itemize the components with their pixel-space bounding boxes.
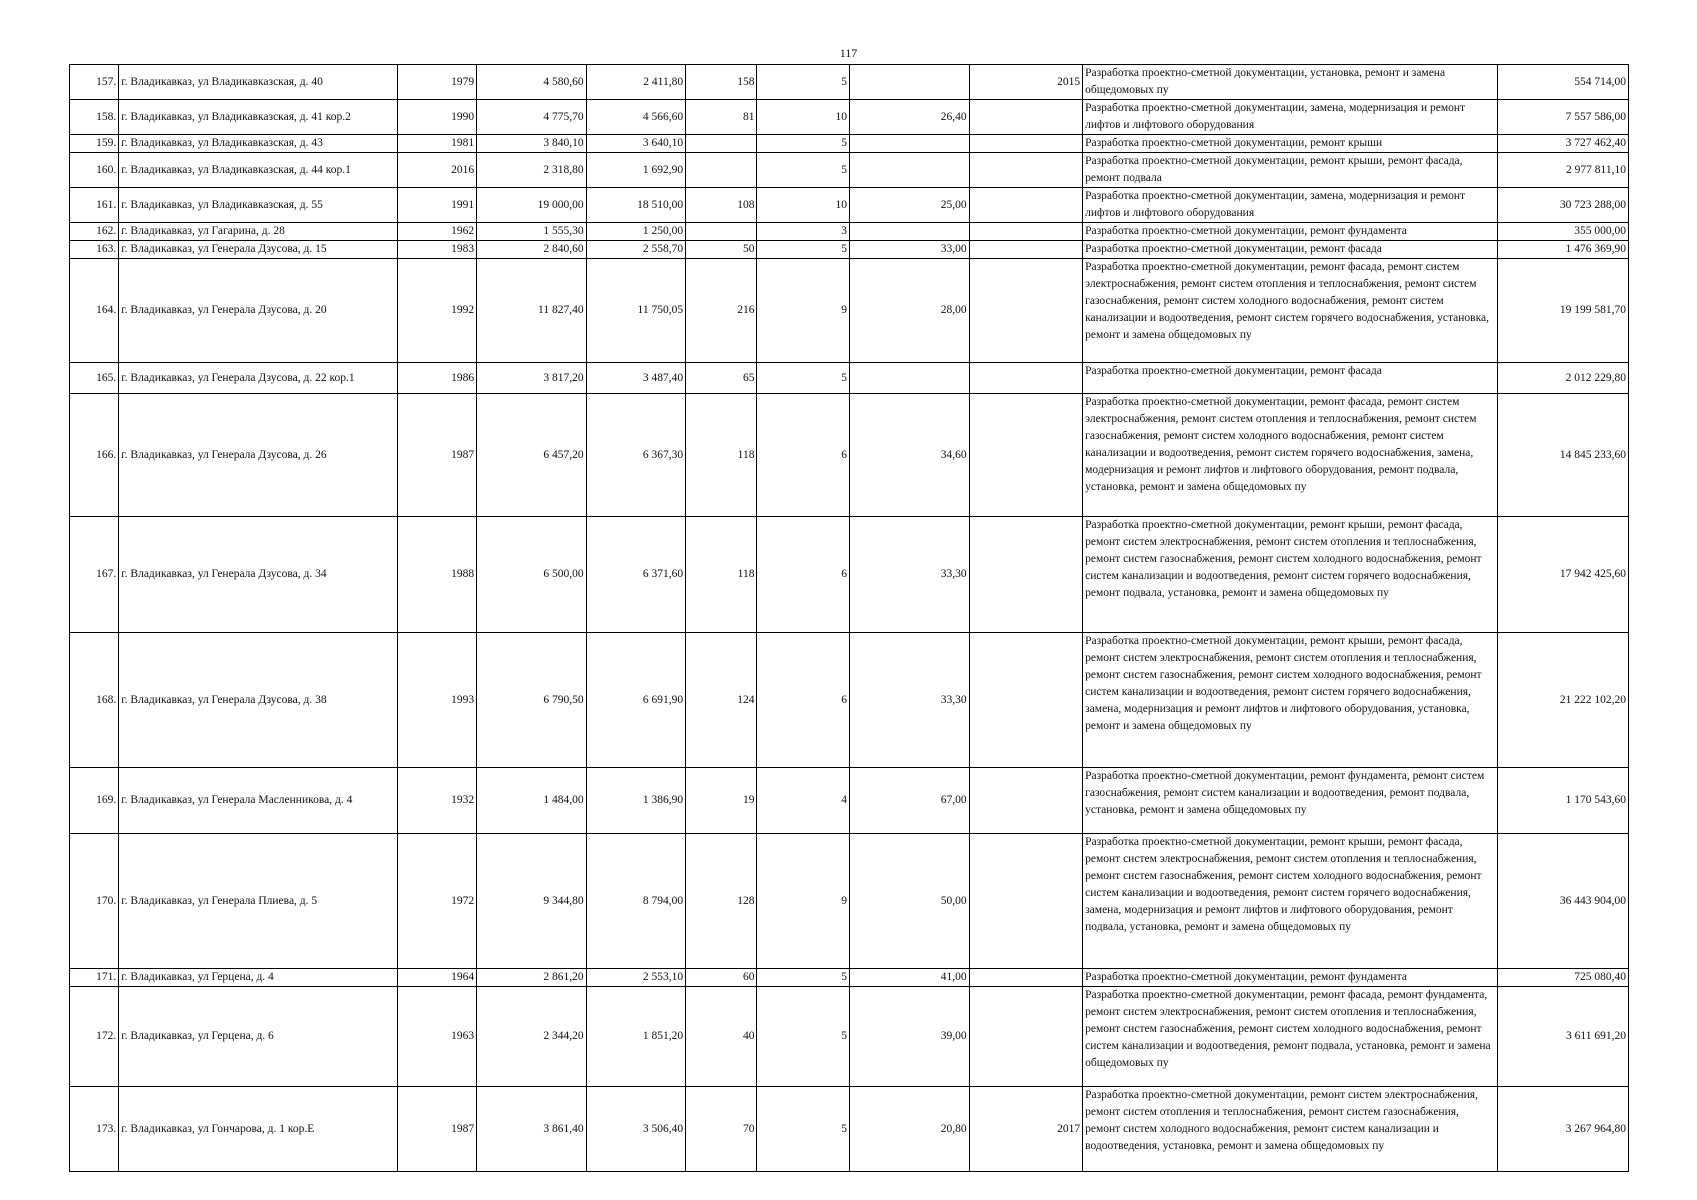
living-area-cell: 11 750,05 [586,259,686,363]
cost-cell: 355 000,00 [1498,223,1629,241]
row-number: 168. [70,633,119,768]
table-row [70,188,1629,223]
total-area-cell: 1 484,00 [477,768,587,834]
residents-cell: 118 [686,394,757,517]
total-area-cell: 3 817,20 [477,363,587,394]
residents-cell: 81 [686,100,757,135]
row-number: 169. [70,768,119,834]
wear-percent-cell: 20,80 [849,1087,969,1172]
total-area-cell: 4 775,70 [477,100,587,135]
wear-percent-cell [849,153,969,188]
table-row [70,241,1629,259]
address-cell: г. Владикавказ, ул Владикавказская, д. 41 кор.2 [119,100,397,135]
completion-year-cell [969,241,1083,259]
cost-cell: 2 977 811,10 [1498,153,1629,188]
address-cell: г. Владикавказ, ул Герцена, д. 4 [119,969,397,987]
year-built-cell: 1992 [397,259,476,363]
residents-cell: 60 [686,969,757,987]
year-built-cell: 1991 [397,188,476,223]
cost-cell: 3 611 691,20 [1498,987,1629,1087]
living-area-cell: 8 794,00 [586,834,686,969]
works-description-cell: Разработка проектно-сметной документации, ремонт крыши, ремонт фасада, ремонт систем электроснабжения, ремонт систем отопления и теплоснабжения, ремонт систем газоснабжения, ремонт систем холодного водоснабжения, ремонт систем канализации и водоотведения, ремонт систем горячего водоснабжения, ремонт подвала, установка, ремонт и замена общедомовых пу [1083,517,1498,633]
row-number: 164. [70,259,119,363]
total-area-cell: 2 861,20 [477,969,587,987]
address-cell: г. Владикавказ, ул Генерала Дзусова, д. 20 [119,259,397,363]
living-area-cell: 4 566,60 [586,100,686,135]
works-description-cell: Разработка проектно-сметной документации, ремонт крыши [1083,135,1498,153]
table-row [70,834,1629,969]
completion-year-cell [969,100,1083,135]
address-cell: г. Владикавказ, ул Генерала Масленникова, д. 4 [119,768,397,834]
table-row [70,259,1629,363]
wear-percent-cell [849,135,969,153]
floors-cell: 6 [757,394,849,517]
floors-cell: 5 [757,987,849,1087]
residents-cell: 40 [686,987,757,1087]
floors-cell: 5 [757,241,849,259]
total-area-cell: 6 500,00 [477,517,587,633]
total-area-cell: 19 000,00 [477,188,587,223]
works-description-cell: Разработка проектно-сметной документации, ремонт фасада [1083,241,1498,259]
year-built-cell: 1962 [397,223,476,241]
works-description-cell: Разработка проектно-сметной документации, ремонт фундамента, ремонт систем газоснабжения, ремонт систем канализации и водоотведения, ремонт подвала, установка, ремонт и замена общедомовых пу [1083,768,1498,834]
table-row [70,65,1629,100]
row-number: 170. [70,834,119,969]
table-row [70,223,1629,241]
floors-cell: 5 [757,969,849,987]
table-row [70,633,1629,768]
total-area-cell: 2 840,60 [477,241,587,259]
row-number: 157. [70,65,119,100]
address-cell: г. Владикавказ, ул Генерала Дзусова, д. 26 [119,394,397,517]
cost-cell: 21 222 102,20 [1498,633,1629,768]
works-description-cell: Разработка проектно-сметной документации, ремонт крыши, ремонт фасада, ремонт подвала [1083,153,1498,188]
living-area-cell: 3 487,40 [586,363,686,394]
row-number: 160. [70,153,119,188]
total-area-cell: 6 457,20 [477,394,587,517]
cost-cell: 36 443 904,00 [1498,834,1629,969]
table-row [70,394,1629,517]
works-description-cell: Разработка проектно-сметной документации, ремонт фасада, ремонт систем электроснабжения, ремонт систем отопления и теплоснабжения, ремонт систем газоснабжения, ремонт систем холодного водоснабжения, ремонт систем канализации и водоотведения, ремонт систем горячего водоснабжения, замена, модернизация и ремонт лифтов и лифтового оборудования, ремонт подвала, установка, ремонт и замена общедомовых пу [1083,394,1498,517]
residents-cell: 158 [686,65,757,100]
cost-cell: 554 714,00 [1498,65,1629,100]
living-area-cell: 6 371,60 [586,517,686,633]
living-area-cell: 3 640,10 [586,135,686,153]
living-area-cell: 3 506,40 [586,1087,686,1172]
completion-year-cell [969,394,1083,517]
cost-cell: 1 476 369,90 [1498,241,1629,259]
year-built-cell: 1986 [397,363,476,394]
works-description-cell: Разработка проектно-сметной документации, ремонт фундамента [1083,969,1498,987]
row-number: 163. [70,241,119,259]
table-row [70,363,1629,394]
table-row [70,153,1629,188]
year-built-cell: 1987 [397,394,476,517]
floors-cell: 9 [757,259,849,363]
row-number: 158. [70,100,119,135]
address-cell: г. Владикавказ, ул Гончарова, д. 1 кор.Е [119,1087,397,1172]
residents-cell: 65 [686,363,757,394]
living-area-cell: 2 558,70 [586,241,686,259]
cost-cell: 7 557 586,00 [1498,100,1629,135]
total-area-cell: 2 344,20 [477,987,587,1087]
cost-cell: 14 845 233,60 [1498,394,1629,517]
completion-year-cell [969,768,1083,834]
completion-year-cell: 2015 [969,65,1083,100]
address-cell: г. Владикавказ, ул Герцена, д. 6 [119,987,397,1087]
residents-cell: 70 [686,1087,757,1172]
address-cell: г. Владикавказ, ул Владикавказская, д. 44 кор.1 [119,153,397,188]
residents-cell: 50 [686,241,757,259]
wear-percent-cell: 50,00 [849,834,969,969]
residents-cell: 118 [686,517,757,633]
table-row [70,768,1629,834]
residents-cell [686,153,757,188]
table-row [70,517,1629,633]
residents-cell [686,223,757,241]
living-area-cell: 2 553,10 [586,969,686,987]
row-number: 172. [70,987,119,1087]
cost-cell: 3 727 462,40 [1498,135,1629,153]
table-row [70,1087,1629,1172]
living-area-cell: 6 367,30 [586,394,686,517]
works-description-cell: Разработка проектно-сметной документации, установка, ремонт и замена общедомовых пу [1083,65,1498,100]
works-description-cell: Разработка проектно-сметной документации, ремонт фасада, ремонт систем электроснабжения, ремонт систем отопления и теплоснабжения, ремонт систем газоснабжения, ремонт систем холодного водоснабжения, ремонт систем канализации и водоотведения, ремонт систем горячего водоснабжения, установка, ремонт и замена общедомовых пу [1083,259,1498,363]
wear-percent-cell: 39,00 [849,987,969,1087]
completion-year-cell [969,987,1083,1087]
wear-percent-cell [849,363,969,394]
total-area-cell: 1 555,30 [477,223,587,241]
cost-cell: 2 012 229,80 [1498,363,1629,394]
address-cell: г. Владикавказ, ул Генерала Дзусова, д. 22 кор.1 [119,363,397,394]
wear-percent-cell [849,223,969,241]
year-built-cell: 1972 [397,834,476,969]
wear-percent-cell: 34,60 [849,394,969,517]
floors-cell: 5 [757,363,849,394]
wear-percent-cell: 33,00 [849,241,969,259]
wear-percent-cell: 25,00 [849,188,969,223]
works-description-cell: Разработка проектно-сметной документации, ремонт фундамента [1083,223,1498,241]
floors-cell: 5 [757,135,849,153]
year-built-cell: 1988 [397,517,476,633]
total-area-cell: 3 840,10 [477,135,587,153]
year-built-cell: 1981 [397,135,476,153]
total-area-cell: 6 790,50 [477,633,587,768]
year-built-cell: 1932 [397,768,476,834]
living-area-cell: 6 691,90 [586,633,686,768]
completion-year-cell [969,633,1083,768]
table-row [70,135,1629,153]
year-built-cell: 2016 [397,153,476,188]
row-number: 167. [70,517,119,633]
residents-cell: 108 [686,188,757,223]
living-area-cell: 1 851,20 [586,987,686,1087]
year-built-cell: 1983 [397,241,476,259]
floors-cell: 5 [757,153,849,188]
total-area-cell: 9 344,80 [477,834,587,969]
floors-cell: 9 [757,834,849,969]
residents-cell: 124 [686,633,757,768]
wear-percent-cell: 33,30 [849,517,969,633]
address-cell: г. Владикавказ, ул Владикавказская, д. 40 [119,65,397,100]
living-area-cell: 1 692,90 [586,153,686,188]
wear-percent-cell: 41,00 [849,969,969,987]
completion-year-cell [969,517,1083,633]
cost-cell: 17 942 425,60 [1498,517,1629,633]
completion-year-cell [969,135,1083,153]
works-description-cell: Разработка проектно-сметной документации, замена, модернизация и ремонт лифтов и лифтового оборудования [1083,188,1498,223]
row-number: 165. [70,363,119,394]
completion-year-cell [969,259,1083,363]
wear-percent-cell: 28,00 [849,259,969,363]
year-built-cell: 1990 [397,100,476,135]
residents-cell: 19 [686,768,757,834]
total-area-cell: 2 318,80 [477,153,587,188]
table-row [70,100,1629,135]
completion-year-cell [969,363,1083,394]
completion-year-cell: 2017 [969,1087,1083,1172]
completion-year-cell [969,969,1083,987]
works-description-cell: Разработка проектно-сметной документации, ремонт крыши, ремонт фасада, ремонт систем электроснабжения, ремонт систем отопления и теплоснабжения, ремонт систем газоснабжения, ремонт систем холодного водоснабжения, ремонт систем канализации и водоотведения, ремонт систем горячего водоснабжения, замена, модернизация и ремонт лифтов и лифтового оборудования, установка, ремонт и замена общедомовых пу [1083,633,1498,768]
table-row [70,987,1629,1087]
completion-year-cell [969,223,1083,241]
address-cell: г. Владикавказ, ул Генерала Дзусова, д. 34 [119,517,397,633]
living-area-cell: 18 510,00 [586,188,686,223]
address-cell: г. Владикавказ, ул Генерала Плиева, д. 5 [119,834,397,969]
housing-repair-table [69,64,1629,1172]
row-number: 162. [70,223,119,241]
year-built-cell: 1987 [397,1087,476,1172]
row-number: 166. [70,394,119,517]
year-built-cell: 1963 [397,987,476,1087]
total-area-cell: 4 580,60 [477,65,587,100]
wear-percent-cell: 33,30 [849,633,969,768]
cost-cell: 725 080,40 [1498,969,1629,987]
floors-cell: 10 [757,100,849,135]
living-area-cell: 1 386,90 [586,768,686,834]
residents-cell [686,135,757,153]
year-built-cell: 1993 [397,633,476,768]
floors-cell: 3 [757,223,849,241]
residents-cell: 216 [686,259,757,363]
living-area-cell: 2 411,80 [586,65,686,100]
cost-cell: 30 723 288,00 [1498,188,1629,223]
total-area-cell: 11 827,40 [477,259,587,363]
row-number: 161. [70,188,119,223]
works-description-cell: Разработка проектно-сметной документации, ремонт фасада [1083,363,1498,394]
wear-percent-cell [849,65,969,100]
address-cell: г. Владикавказ, ул Гагарина, д. 28 [119,223,397,241]
works-description-cell: Разработка проектно-сметной документации, ремонт систем электроснабжения, ремонт систем отопления и теплоснабжения, ремонт систем газоснабжения, ремонт систем холодного водоснабжения, ремонт систем канализации и водоотведения, установка, ремонт и замена общедомовых пу [1083,1087,1498,1172]
living-area-cell: 1 250,00 [586,223,686,241]
row-number: 159. [70,135,119,153]
address-cell: г. Владикавказ, ул Владикавказская, д. 55 [119,188,397,223]
works-description-cell: Разработка проектно-сметной документации, замена, модернизация и ремонт лифтов и лифтового оборудования [1083,100,1498,135]
residents-cell: 128 [686,834,757,969]
total-area-cell: 3 861,40 [477,1087,587,1172]
address-cell: г. Владикавказ, ул Владикавказская, д. 43 [119,135,397,153]
address-cell: г. Владикавказ, ул Генерала Дзусова, д. 38 [119,633,397,768]
floors-cell: 5 [757,65,849,100]
floors-cell: 6 [757,517,849,633]
floors-cell: 4 [757,768,849,834]
cost-cell: 1 170 543,60 [1498,768,1629,834]
year-built-cell: 1964 [397,969,476,987]
floors-cell: 5 [757,1087,849,1172]
floors-cell: 6 [757,633,849,768]
row-number: 171. [70,969,119,987]
year-built-cell: 1979 [397,65,476,100]
cost-cell: 19 199 581,70 [1498,259,1629,363]
row-number: 173. [70,1087,119,1172]
floors-cell: 10 [757,188,849,223]
wear-percent-cell: 67,00 [849,768,969,834]
works-description-cell: Разработка проектно-сметной документации, ремонт крыши, ремонт фасада, ремонт систем электроснабжения, ремонт систем отопления и теплоснабжения, ремонт систем газоснабжения, ремонт систем холодного водоснабжения, ремонт систем канализации и водоотведения, ремонт систем горячего водоснабжения, замена, модернизация и ремонт лифтов и лифтового оборудования, ремонт подвала, установка, ремонт и замена общедомовых пу [1083,834,1498,969]
table-row [70,969,1629,987]
completion-year-cell [969,188,1083,223]
page-number: 117 [839,46,858,60]
works-description-cell: Разработка проектно-сметной документации, ремонт фасада, ремонт фундамента, ремонт систем электроснабжения, ремонт систем отопления и теплоснабжения, ремонт систем газоснабжения, ремонт систем холодного водоснабжения, ремонт систем канализации и водоотведения, ремонт подвала, установка, ремонт и замена общедомовых пу [1083,987,1498,1087]
wear-percent-cell: 26,40 [849,100,969,135]
address-cell: г. Владикавказ, ул Генерала Дзусова, д. 15 [119,241,397,259]
completion-year-cell [969,153,1083,188]
completion-year-cell [969,834,1083,969]
cost-cell: 3 267 964,80 [1498,1087,1629,1172]
